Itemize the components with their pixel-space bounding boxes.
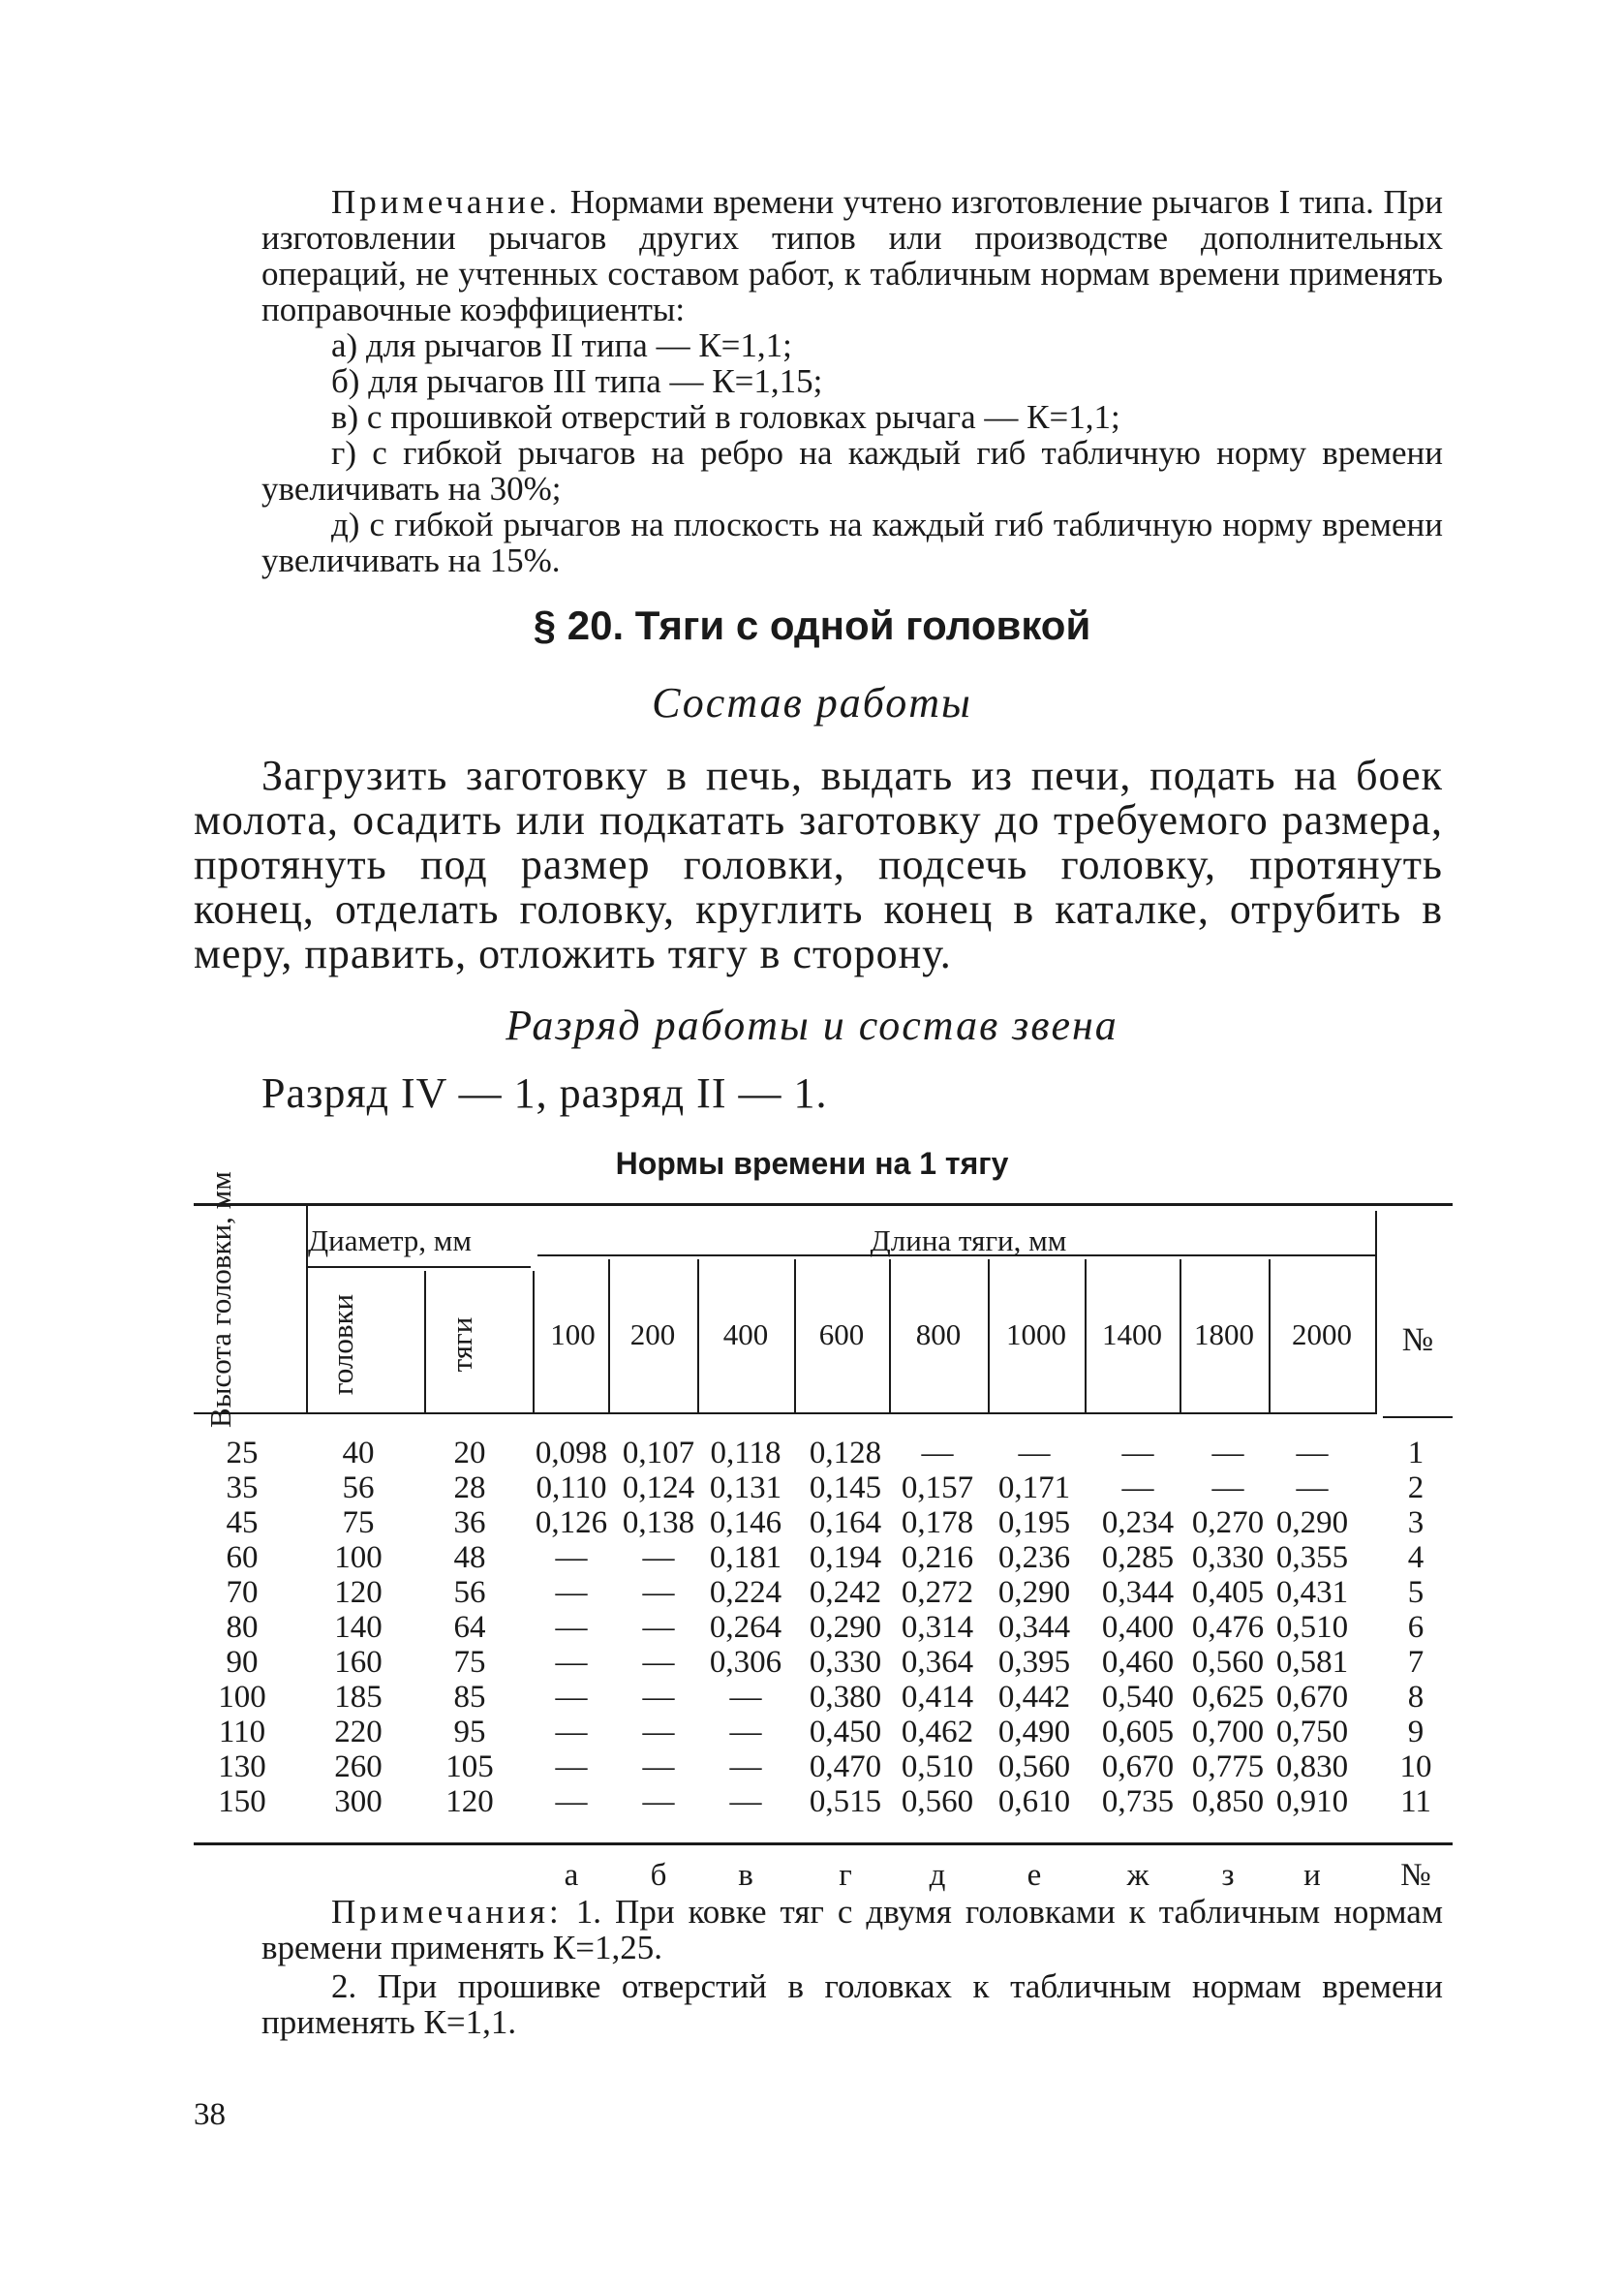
table-cell: 0,290 [809, 1610, 882, 1645]
table-cell: — [729, 1749, 762, 1784]
table-cell: 0,124 [622, 1470, 695, 1505]
table-cell: 0,126 [535, 1505, 608, 1540]
table-cell: 60 [226, 1540, 259, 1575]
table-cell: 0,442 [997, 1680, 1071, 1715]
footer-letter: в [738, 1858, 753, 1893]
table-cell: — [642, 1610, 675, 1645]
note-1 [261, 1894, 1443, 1965]
table-cell: 0,450 [809, 1715, 882, 1749]
table-cell: — [642, 1784, 675, 1819]
table-cell: 80 [226, 1610, 259, 1645]
table-bottom-rule [194, 1842, 1453, 1845]
table-cell: 0,194 [809, 1540, 882, 1575]
work-title: Состав работы [652, 679, 972, 727]
table-cell: — [642, 1540, 675, 1575]
table-cell: 0,290 [1275, 1505, 1349, 1540]
header-vline [424, 1271, 426, 1412]
header-length-1800: 1800 [1194, 1317, 1254, 1351]
table-cell: 0,560 [997, 1749, 1071, 1784]
footer-letter: и [1303, 1858, 1321, 1893]
table-cell: — [642, 1749, 675, 1784]
table-cell: 28 [453, 1470, 486, 1505]
table-cell: 75 [342, 1505, 375, 1540]
note-text: Нормами времени учтено изготовление рычагов I типа. При изготовлении рычагов других типов или производстве дополнительных операций, не учтенных составом работ, к табличным нормам времени применять поправочные коэффициенты: [261, 183, 1443, 328]
header-rod-col: тяги [444, 1316, 478, 1373]
table-cell: 25 [226, 1436, 259, 1470]
note-block [261, 184, 1443, 578]
header-height-text: Высота головки, мм [203, 1171, 237, 1428]
table-cell: 0,775 [1191, 1749, 1265, 1784]
note-item-a: а) для рычагов II типа — К=1,1; [331, 326, 792, 364]
table-cell: 0,470 [809, 1749, 882, 1784]
table-title: Нормы времени на 1 тягу [615, 1146, 1009, 1181]
table-cell: — [555, 1645, 588, 1680]
table-cell: 140 [334, 1610, 383, 1645]
header-num: № [1401, 1322, 1434, 1358]
table-cell: 0,195 [997, 1505, 1071, 1540]
table-cell: 95 [453, 1715, 486, 1749]
table-cell: 300 [334, 1784, 383, 1819]
table-cell: 260 [334, 1749, 383, 1784]
table-cell: 0,462 [901, 1715, 974, 1749]
table-cell: 220 [334, 1715, 383, 1749]
header-head-col: головки [325, 1293, 359, 1396]
header-bottom-rule [194, 1412, 1377, 1414]
table-cell: 70 [226, 1575, 259, 1610]
table-cell: 0,242 [809, 1575, 882, 1610]
note-item-e: д) с гибкой рычагов на плоскость на каждый гиб табличную норму времени увеличивать на 15%. [261, 506, 1443, 579]
table-cell: 0,670 [1101, 1749, 1175, 1784]
table-cell: 0,178 [901, 1505, 974, 1540]
table-cell: 9 [1407, 1715, 1425, 1749]
section-title: § 20. Тяги с одной головкой [533, 603, 1091, 648]
table-cell: 0,830 [1275, 1749, 1349, 1784]
table-cell: 0,344 [1101, 1575, 1175, 1610]
table-cell: — [555, 1575, 588, 1610]
table-cell: 0,110 [536, 1470, 607, 1505]
work-text [194, 754, 1443, 976]
table-cell: 0,270 [1191, 1505, 1265, 1540]
table-cell: 185 [334, 1680, 383, 1715]
table-cell: 110 [218, 1715, 266, 1749]
table-cell: 48 [453, 1540, 486, 1575]
header-length: Длина тяги, мм [870, 1223, 1067, 1257]
header-length-600: 600 [818, 1317, 865, 1351]
table-cell: 0,490 [997, 1715, 1071, 1749]
table-cell: 0,306 [709, 1645, 782, 1680]
table-cell: 0,145 [809, 1470, 882, 1505]
table-cell: — [642, 1715, 675, 1749]
header-length-200: 200 [629, 1317, 676, 1351]
table-cell: — [1211, 1436, 1244, 1470]
table-cell: 5 [1407, 1575, 1425, 1610]
table-cell: 0,146 [709, 1505, 782, 1540]
table-cell: 85 [453, 1680, 486, 1715]
table-cell: 0,364 [901, 1645, 974, 1680]
table-cell: 100 [218, 1680, 266, 1715]
table-cell: 0,540 [1101, 1680, 1175, 1715]
table-cell: 0,510 [1275, 1610, 1349, 1645]
table-cell: 0,118 [710, 1436, 781, 1470]
table-cell: 0,344 [997, 1610, 1071, 1645]
table-cell: — [642, 1680, 675, 1715]
table-cell: 0,750 [1275, 1715, 1349, 1749]
table-cell: — [729, 1715, 762, 1749]
table-cell: 3 [1407, 1505, 1425, 1540]
table-cell: 0,314 [901, 1610, 974, 1645]
table-cell: 0,510 [901, 1749, 974, 1784]
table-cell: 0,476 [1191, 1610, 1265, 1645]
note-label: Примечание. [331, 183, 562, 221]
table-cell: 0,560 [1191, 1645, 1265, 1680]
table-cell: — [1296, 1436, 1329, 1470]
header-length-1400: 1400 [1102, 1317, 1162, 1351]
table-cell: 0,272 [901, 1575, 974, 1610]
table-cell: 0,850 [1191, 1784, 1265, 1819]
table-cell: — [555, 1540, 588, 1575]
note-2: 2. При прошивке отверстий в головках к табличным нормам времени применять К=1,1. [261, 1967, 1443, 2041]
table-cell: — [1121, 1470, 1154, 1505]
footer-letter: г [839, 1858, 852, 1893]
table-cell: 11 [1400, 1784, 1431, 1819]
table-cell: 75 [453, 1645, 486, 1680]
table-cell: 6 [1407, 1610, 1425, 1645]
table-cell: 0,330 [1191, 1540, 1265, 1575]
header-length-400: 400 [722, 1317, 769, 1351]
table-cell: 0,700 [1191, 1715, 1265, 1749]
table-cell: — [555, 1610, 588, 1645]
table-cell: — [1296, 1470, 1329, 1505]
table-cell: 90 [226, 1645, 259, 1680]
table-cell: 0,670 [1275, 1680, 1349, 1715]
table-cell: 0,380 [809, 1680, 882, 1715]
table-cell: 20 [453, 1436, 486, 1470]
table-cell: 2 [1407, 1470, 1425, 1505]
table-cell: 130 [218, 1749, 266, 1784]
table-cell: 0,605 [1101, 1715, 1175, 1749]
table-cell: 56 [342, 1470, 375, 1505]
note-1-text: 1. При ковке тяг с двумя головками к табличным нормам времени применять К=1,25. [261, 1893, 1443, 1966]
table-cell: — [1211, 1470, 1244, 1505]
table-cell: 0,560 [901, 1784, 974, 1819]
table-cell: 8 [1407, 1680, 1425, 1715]
table-cell: 0,431 [1275, 1575, 1349, 1610]
header-height [203, 1171, 270, 1428]
table-cell: 0,735 [1101, 1784, 1175, 1819]
table-cell: 150 [218, 1784, 266, 1819]
header-length-2000: 2000 [1292, 1317, 1352, 1351]
table-cell: 0,610 [997, 1784, 1071, 1819]
table-cell: 35 [226, 1470, 259, 1505]
footer-letter: б [650, 1858, 667, 1893]
table-cell: 120 [334, 1575, 383, 1610]
table-cell: 0,171 [997, 1470, 1071, 1505]
footer-letter: № [1400, 1858, 1431, 1893]
table-cell: 0,290 [997, 1575, 1071, 1610]
table-cell: 0,355 [1275, 1540, 1349, 1575]
table-cell: 0,625 [1191, 1680, 1265, 1715]
page-number: 38 [194, 2097, 226, 2132]
table-cell: 40 [342, 1436, 375, 1470]
note-item-d: г) с гибкой рычагов на ребро на каждый гиб табличную норму времени увеличивать на 30%; [261, 434, 1443, 508]
table-cell: 0,581 [1275, 1645, 1349, 1680]
table-cell: 0,414 [901, 1680, 974, 1715]
header-diameter: Диаметр, мм [308, 1223, 473, 1257]
table-cell: 0,395 [997, 1645, 1071, 1680]
footer-letter: ж [1126, 1858, 1149, 1893]
table-cell: 0,285 [1101, 1540, 1175, 1575]
table-cell: 45 [226, 1505, 259, 1540]
table-cell: 0,234 [1101, 1505, 1175, 1540]
grade-title: Разряд работы и состав звена [506, 1002, 1118, 1049]
notes-block [261, 1894, 1443, 2043]
table-cell: 0,264 [709, 1610, 782, 1645]
table-cell: — [1121, 1436, 1154, 1470]
table-cell: 7 [1407, 1645, 1425, 1680]
note-item-b: б) для рычагов III типа — К=1,15; [331, 362, 823, 400]
table-cell: 4 [1407, 1540, 1425, 1575]
table-cell: 0,224 [709, 1575, 782, 1610]
table-cell: — [729, 1784, 762, 1819]
work-text-body: Загрузить заготовку в печь, выдать из печи, подать на боек молота, осадить или подкатать заготовку до требуемого размера, протянуть под размер головки, подсечь головку, протянуть конец, отделать головку, круглить конец в каталке, отрубить в меру, править, отложить тягу в сторону. [194, 752, 1443, 977]
header-length-100: 100 [550, 1317, 596, 1351]
footer-letter: е [1026, 1858, 1042, 1893]
header-vline [1375, 1211, 1377, 1412]
table-cell: — [555, 1749, 588, 1784]
table-cell: 0,098 [535, 1436, 608, 1470]
table-cell: 0,107 [622, 1436, 695, 1470]
table-cell: 0,460 [1101, 1645, 1175, 1680]
table-cell: 0,131 [709, 1470, 782, 1505]
table-cell: 0,400 [1101, 1610, 1175, 1645]
table-cell: 0,236 [997, 1540, 1071, 1575]
diameter-span-rule [308, 1266, 531, 1268]
table-cell: 0,515 [809, 1784, 882, 1819]
table-cell: — [729, 1680, 762, 1715]
table-cell: — [555, 1715, 588, 1749]
table-cell: 105 [445, 1749, 494, 1784]
table-cell: 0,216 [901, 1540, 974, 1575]
table-cell: 56 [453, 1575, 486, 1610]
table-cell: 36 [453, 1505, 486, 1540]
table-cell: 0,405 [1191, 1575, 1265, 1610]
table-cell: — [642, 1575, 675, 1610]
table-top-rule [194, 1203, 1453, 1206]
table-cell: 0,138 [622, 1505, 695, 1540]
table-cell: 0,181 [709, 1540, 782, 1575]
table-cell: 0,157 [901, 1470, 974, 1505]
footer-letter: а [564, 1858, 579, 1893]
table-cell: 160 [334, 1645, 383, 1680]
header-length-1000: 1000 [1006, 1317, 1066, 1351]
table-cell: 0,164 [809, 1505, 882, 1540]
table-cell: 10 [1399, 1749, 1432, 1784]
table-cell: — [555, 1784, 588, 1819]
header-vline [533, 1271, 535, 1412]
table-cell: — [555, 1680, 588, 1715]
table-cell: 64 [453, 1610, 486, 1645]
note-intro [261, 184, 1443, 327]
table-cell: — [921, 1436, 954, 1470]
table-cell: — [1018, 1436, 1051, 1470]
table-cell: 100 [334, 1540, 383, 1575]
table-cell: 120 [445, 1784, 494, 1819]
table-cell: 0,330 [809, 1645, 882, 1680]
table-cell: 1 [1407, 1436, 1425, 1470]
table-cell: 0,910 [1275, 1784, 1349, 1819]
grade-text: Разряд IV — 1, разряд II — 1. [261, 1069, 828, 1117]
table-cell: — [642, 1645, 675, 1680]
notes-label: Примечания: [331, 1893, 563, 1931]
header-length-800: 800 [915, 1317, 962, 1351]
footer-letter: д [929, 1858, 946, 1893]
footer-letter: з [1221, 1858, 1235, 1893]
header-bottom-rule-num [1383, 1416, 1453, 1418]
note-item-c: в) с прошивкой отверстий в головках рычага — К=1,1; [331, 398, 1120, 436]
table-cell: 0,128 [809, 1436, 882, 1470]
